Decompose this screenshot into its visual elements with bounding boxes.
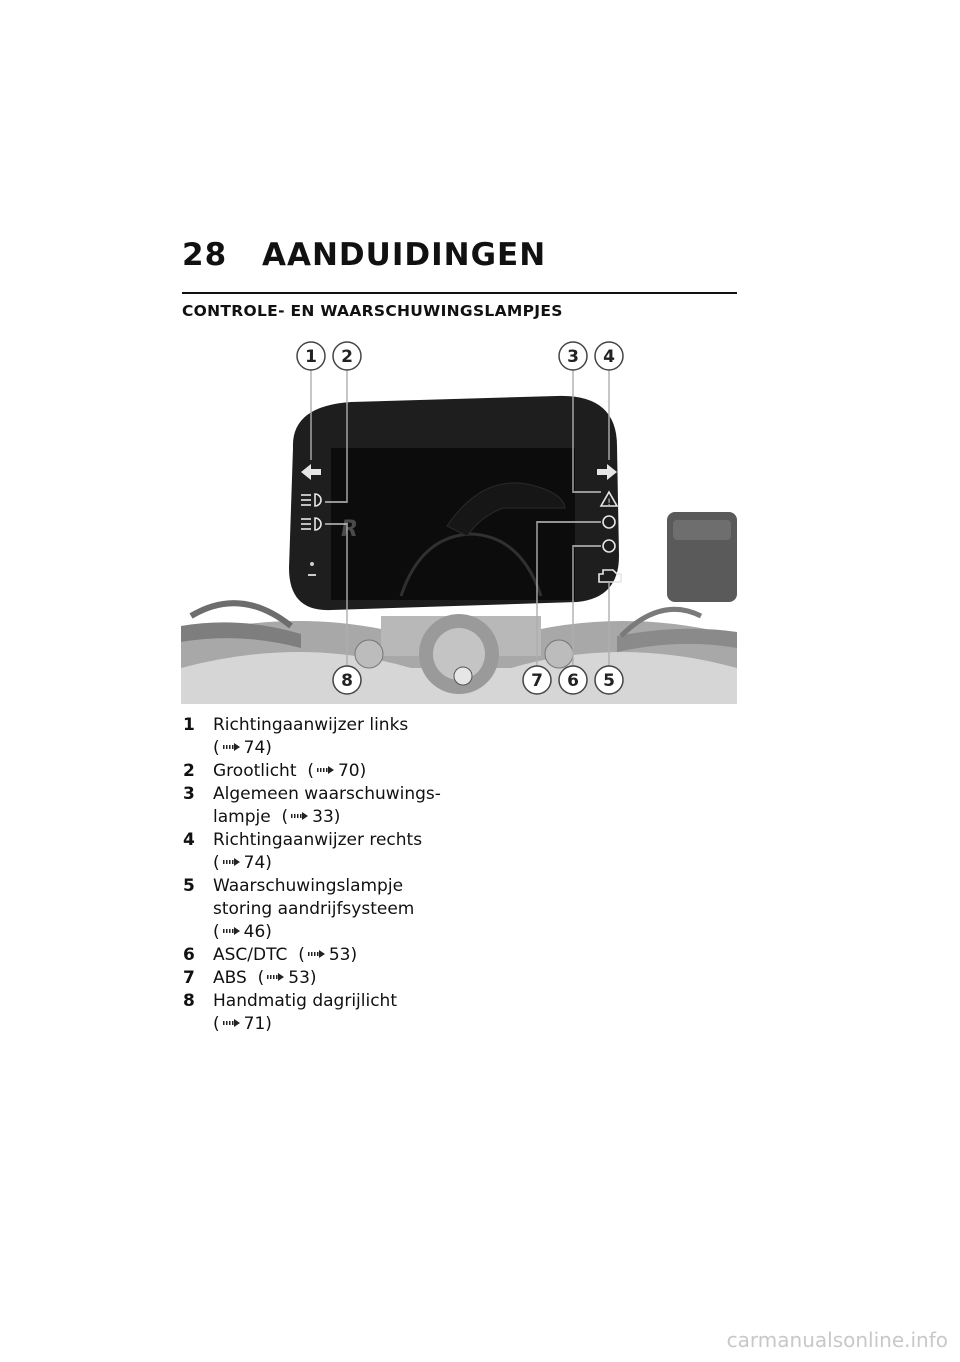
page-reference-arrow-icon [308, 949, 326, 959]
legend-description [213, 783, 483, 829]
legend-item-1 [183, 714, 483, 760]
svg-text:3: 3 [567, 347, 579, 367]
legend-list [183, 714, 483, 1036]
legend-text: Grootlicht [213, 761, 297, 781]
legend-number: 6 [183, 945, 195, 965]
callout-4 [595, 342, 623, 370]
page-reference-number: 74 [243, 853, 266, 873]
page-reference-number: 46 [243, 922, 266, 942]
legend-line [213, 783, 483, 806]
legend-text: Handmatig dagrijlicht [213, 991, 397, 1011]
page-number: 28 [182, 237, 228, 273]
legend-description [213, 967, 483, 990]
legend-line [213, 990, 483, 1013]
legend-text: ABS [213, 968, 247, 988]
page-reference[interactable]: ( 53) [257, 968, 317, 988]
legend-description [213, 944, 483, 967]
svg-text:7: 7 [531, 671, 543, 691]
svg-text:2: 2 [341, 347, 353, 367]
page-reference-number: 53 [288, 968, 310, 988]
legend-line [213, 806, 483, 829]
legend-text: storing aandrijfsysteem [213, 899, 415, 919]
model-logo: R [341, 517, 358, 542]
callout-2 [333, 342, 361, 370]
page-reference-arrow-icon [223, 1018, 241, 1028]
legend-item-4 [183, 829, 483, 875]
page-reference-number: 74 [243, 738, 266, 758]
page-reference[interactable]: ( 53) [298, 945, 358, 965]
page-reference-number: 71 [243, 1014, 266, 1034]
legend-line [213, 829, 483, 852]
legend-text: lampje [213, 807, 271, 827]
dashboard-figure [181, 336, 737, 704]
page-reference[interactable]: ( 46) [213, 922, 272, 942]
legend-line [213, 898, 483, 921]
legend-item-5 [183, 875, 483, 944]
legend-number: 7 [183, 968, 195, 988]
legend-description [213, 760, 483, 783]
page-reference-number: 70 [337, 761, 360, 781]
legend-text: Waarschuwingslampje [213, 876, 404, 896]
legend-item-2 [183, 760, 483, 783]
legend-ref-line [213, 737, 483, 760]
page-reference-arrow-icon [317, 765, 335, 775]
legend-item-8 [183, 990, 483, 1036]
legend-item-7 [183, 967, 483, 990]
svg-text:1: 1 [305, 347, 317, 367]
svg-text:6: 6 [567, 671, 579, 691]
legend-text: Algemeen waarschuwings- [213, 784, 441, 804]
legend-ref-line [213, 852, 483, 875]
page-reference[interactable]: ( 74) [213, 738, 272, 758]
page-reference-arrow-icon [223, 857, 241, 867]
chapter-heading [182, 237, 737, 273]
legend-description [213, 875, 483, 944]
watermark: carmanualsonline.info [726, 1328, 948, 1352]
callout-3 [559, 342, 587, 370]
page-reference-arrow-icon [291, 811, 309, 821]
legend-number: 3 [183, 784, 195, 804]
legend-line [213, 875, 483, 898]
bmw-logo-icon [454, 667, 472, 685]
legend-line [213, 714, 483, 737]
callout-7 [523, 666, 551, 694]
legend-text: Richtingaanwijzer rechts [213, 830, 423, 850]
svg-text:!: ! [607, 498, 611, 508]
page-reference-arrow-icon [223, 742, 241, 752]
callout-5 [595, 666, 623, 694]
svg-text:8: 8 [341, 671, 353, 691]
callout-8 [333, 666, 361, 694]
callout-6 [559, 666, 587, 694]
section-title: CONTROLE- EN WAARSCHUWINGSLAMPJES [182, 302, 563, 320]
legend-description [213, 714, 483, 760]
legend-text: Richtingaanwijzer links [213, 715, 409, 735]
page-reference-number: 53 [328, 945, 351, 965]
legend-line [213, 760, 483, 783]
page-reference-number: 33 [312, 807, 334, 827]
page-header [182, 237, 737, 273]
legend-number: 2 [183, 761, 195, 781]
page-reference[interactable]: ( 71) [213, 1014, 272, 1034]
legend-number: 5 [183, 876, 195, 896]
legend-item-3 [183, 783, 483, 829]
page-reference[interactable]: ( 33) [281, 807, 341, 827]
legend-description [213, 829, 483, 875]
callout-1 [297, 342, 325, 370]
svg-text:4: 4 [603, 347, 615, 367]
legend-line [213, 967, 483, 990]
legend-description [213, 990, 483, 1036]
legend-text: ASC/DTC [213, 945, 288, 965]
page-reference-arrow-icon [267, 972, 285, 982]
page-reference[interactable]: ( 74) [213, 853, 272, 873]
page-reference-arrow-icon [223, 926, 241, 936]
legend-ref-line [213, 921, 483, 944]
legend-line [213, 944, 483, 967]
legend-number: 4 [183, 830, 195, 850]
chapter-title: AANDUIDINGEN [262, 237, 547, 273]
legend-number: 8 [183, 991, 195, 1011]
legend-ref-line [213, 1013, 483, 1036]
dashboard-illustration [181, 336, 737, 704]
header-rule [182, 292, 737, 294]
svg-text:5: 5 [603, 671, 615, 691]
legend-item-6 [183, 944, 483, 967]
page-reference[interactable]: ( 70) [307, 761, 367, 781]
legend-number: 1 [183, 715, 195, 735]
